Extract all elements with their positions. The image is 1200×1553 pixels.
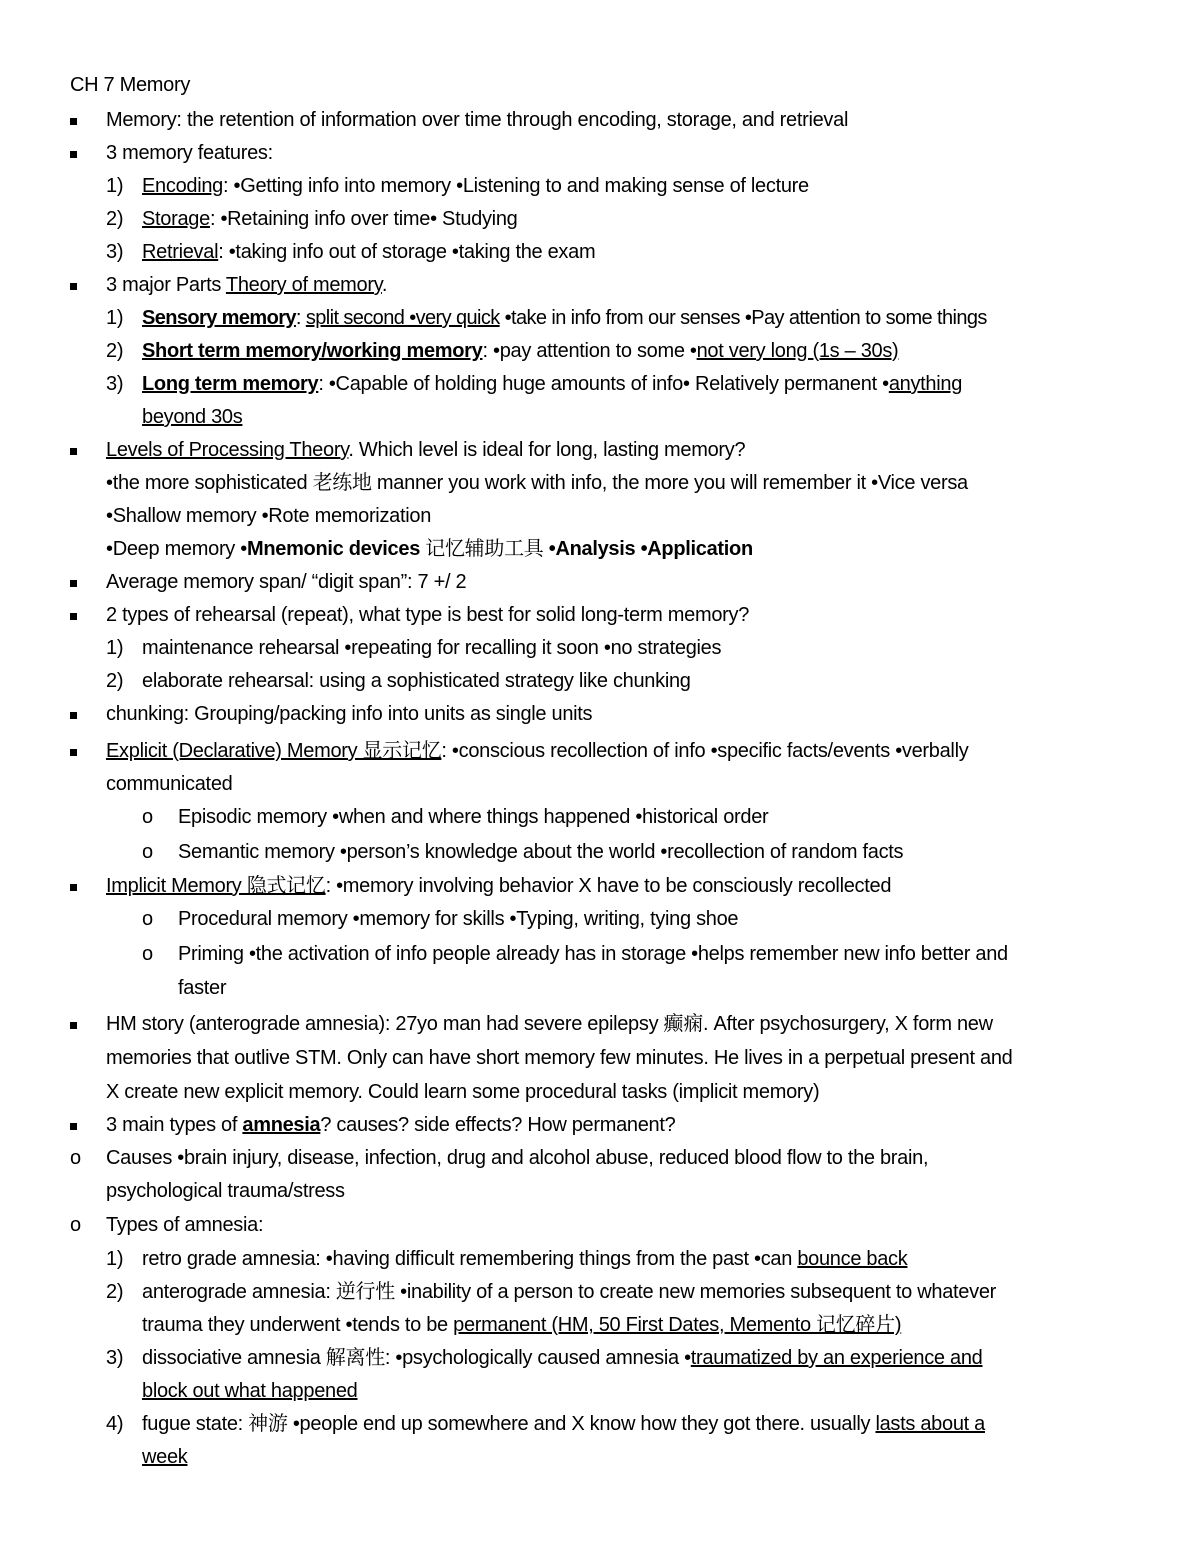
circle-bullet-icon: o: [142, 943, 153, 965]
continuation-line: memories that outlive STM. Only can have short memory few minutes. He lives in a perpetual present and: [106, 1047, 1013, 1069]
causes-text: Causes •brain injury, disease, infection, drug and alcohol abuse, reduced blood flow to the brain,: [106, 1147, 929, 1169]
square-bullet-icon: [70, 712, 77, 719]
square-bullet-icon: [70, 580, 77, 587]
long-term-text: : •Capable of holding huge amounts of info• Relatively permanent •: [318, 373, 889, 395]
term-long-term: Long term memory: [142, 373, 319, 395]
retrograde-text: retro grade amnesia: •having difficult remembering things from the past •can: [142, 1248, 798, 1270]
theory-prefix: 3 major Parts: [106, 274, 226, 296]
anterograde-text: anterograde amnesia: 逆行性 •inability of a person to create new memories subsequent to whatever: [142, 1281, 997, 1303]
item-number: 2): [106, 208, 124, 230]
square-bullet-icon: [70, 151, 77, 158]
types-heading: Types of amnesia:: [106, 1214, 264, 1236]
fugue-note: lasts about a: [875, 1413, 985, 1435]
chunking-text: chunking: Grouping/packing info into units as single units: [106, 703, 593, 725]
term-sensory: Sensory memory: [142, 307, 296, 329]
fugue-text: fugue state: 神游 •people end up somewhere and X know how they got there. usually: [142, 1413, 876, 1435]
semantic-memory: Semantic memory •person’s knowledge about the world •recollection of random facts: [178, 841, 904, 863]
elaborate-rehearsal: elaborate rehearsal: using a sophisticated strategy like chunking: [142, 670, 691, 692]
levels-line: •the more sophisticated 老练地 manner you work with info, the more you will remember it •Vice versa: [106, 472, 968, 494]
item-number: 2): [106, 1281, 124, 1303]
retrograde-note: bounce back: [797, 1248, 908, 1270]
item-number: 2): [106, 340, 124, 362]
continuation-line: X create new explicit memory. Could learn some procedural tasks (implicit memory): [106, 1081, 820, 1103]
amnesia-question: ? causes? side effects? How permanent?: [320, 1114, 676, 1136]
fugue-note-cont: week: [142, 1446, 188, 1468]
square-bullet-icon: [70, 448, 77, 455]
item-number: 4): [106, 1413, 124, 1435]
levels-question: . Which level is ideal for long, lasting memory?: [348, 439, 746, 461]
procedural-memory: Procedural memory •memory for skills •Typing, writing, tying shoe: [178, 908, 739, 930]
continuation-line: [142, 405, 242, 429]
short-term-duration: not very long (1s – 30s): [696, 340, 899, 362]
item-number: 1): [106, 307, 124, 329]
memory-span: Average memory span/ “digit span”: 7 +/ 2: [106, 571, 467, 593]
encoding-text: : •Getting info into memory •Listening to and making sense of lecture: [223, 175, 809, 197]
long-term-duration: anything: [888, 373, 963, 395]
dissociative-note-cont: block out what happened: [142, 1380, 358, 1402]
anterograde-note: permanent (HM, 50 First Dates, Memento 记忆碎片): [453, 1314, 902, 1336]
mnemonic-devices: Mnemonic devices: [246, 538, 426, 560]
circle-bullet-icon: o: [70, 1214, 81, 1236]
retrieval-text: : •taking info out of storage •taking the exam: [218, 241, 596, 263]
implicit-text: : •memory involving behavior X have to be consciously recollected: [325, 875, 892, 897]
square-bullet-icon: [70, 884, 77, 891]
item-number: 3): [106, 1347, 124, 1369]
levels-link: Levels of Processing Theory: [106, 439, 349, 461]
anterograde-text-cont: trauma they underwent •tends to be: [142, 1314, 454, 1336]
hm-story: HM story (anterograde amnesia): 27yo man had severe epilepsy 癫痫. After psychosurgery, X form new: [106, 1013, 993, 1035]
priming: Priming •the activation of info people already has in storage •helps remember new info better and: [178, 943, 1008, 965]
square-bullet-icon: [70, 283, 77, 290]
deep-memory-text: •Deep memory •: [106, 538, 247, 560]
continuation-line: faster: [178, 977, 227, 999]
sensory-text: •take in info from our senses •Pay attention to some things: [499, 307, 987, 329]
circle-bullet-icon: o: [142, 908, 153, 930]
short-term-text: : •pay attention to some •: [482, 340, 697, 362]
item-number: 1): [106, 1248, 124, 1270]
item-number: 3): [106, 373, 124, 395]
analysis-application: •Analysis •Application: [548, 538, 753, 560]
circle-bullet-icon: o: [142, 806, 153, 828]
dissociative-note: traumatized by an experience and: [690, 1347, 983, 1369]
continuation-line: [142, 1379, 358, 1403]
circle-bullet-icon: o: [142, 841, 153, 863]
square-bullet-icon: [70, 1022, 77, 1029]
square-bullet-icon: [70, 749, 77, 756]
square-bullet-icon: [70, 613, 77, 620]
page-title: CH 7 Memory: [70, 74, 191, 96]
episodic-memory: Episodic memory •when and where things happened •historical order: [178, 806, 769, 828]
theory-link: Theory of memory: [225, 274, 382, 296]
storage-text: : •Retaining info over time• Studying: [209, 208, 518, 230]
long-term-duration-cont: beyond 30s: [142, 406, 243, 428]
sensory-duration: split second •very quick: [305, 307, 500, 329]
term-encoding: Encoding: [142, 175, 223, 197]
continuation-line: [142, 1313, 901, 1337]
levels-line: •Shallow memory •Rote memorization: [106, 505, 432, 527]
circle-bullet-icon: o: [70, 1147, 81, 1169]
theory-suffix: .: [381, 274, 388, 296]
maintenance-rehearsal: maintenance rehearsal •repeating for recalling it soon •no strategies: [142, 637, 722, 659]
continuation-line: psychological trauma/stress: [106, 1180, 345, 1202]
continuation-line: [142, 1445, 188, 1469]
term-retrieval: Retrieval: [142, 241, 219, 263]
term-storage: Storage: [142, 208, 210, 230]
rehearsal-question: 2 types of rehearsal (repeat), what type is best for solid long-term memory?: [106, 604, 750, 626]
item-number: 1): [106, 175, 124, 197]
implicit-memory-link: Implicit Memory 隐式记忆: [106, 875, 326, 897]
features-heading: 3 memory features:: [106, 142, 273, 164]
colon: :: [295, 307, 306, 329]
mnemonic-cn: 记忆辅助工具: [425, 538, 549, 560]
item-number: 3): [106, 241, 124, 263]
item-number: 1): [106, 637, 124, 659]
explicit-text: : •conscious recollection of info •specific facts/events •verbally: [441, 740, 969, 762]
amnesia-prefix: 3 main types of: [106, 1114, 243, 1136]
square-bullet-icon: [70, 118, 77, 125]
explicit-memory-link: Explicit (Declarative) Memory 显示记忆: [106, 740, 442, 762]
item-number: 2): [106, 670, 124, 692]
levels-line: [106, 537, 753, 561]
continuation-line: communicated: [106, 773, 233, 795]
square-bullet-icon: [70, 1123, 77, 1130]
memory-definition: Memory: the retention of information over time through encoding, storage, and retrieval: [106, 109, 849, 131]
term-short-term: Short term memory/working memory: [142, 340, 483, 362]
amnesia-term: amnesia: [242, 1114, 321, 1136]
dissociative-text: dissociative amnesia 解离性: •psychologically caused amnesia •: [142, 1347, 691, 1369]
